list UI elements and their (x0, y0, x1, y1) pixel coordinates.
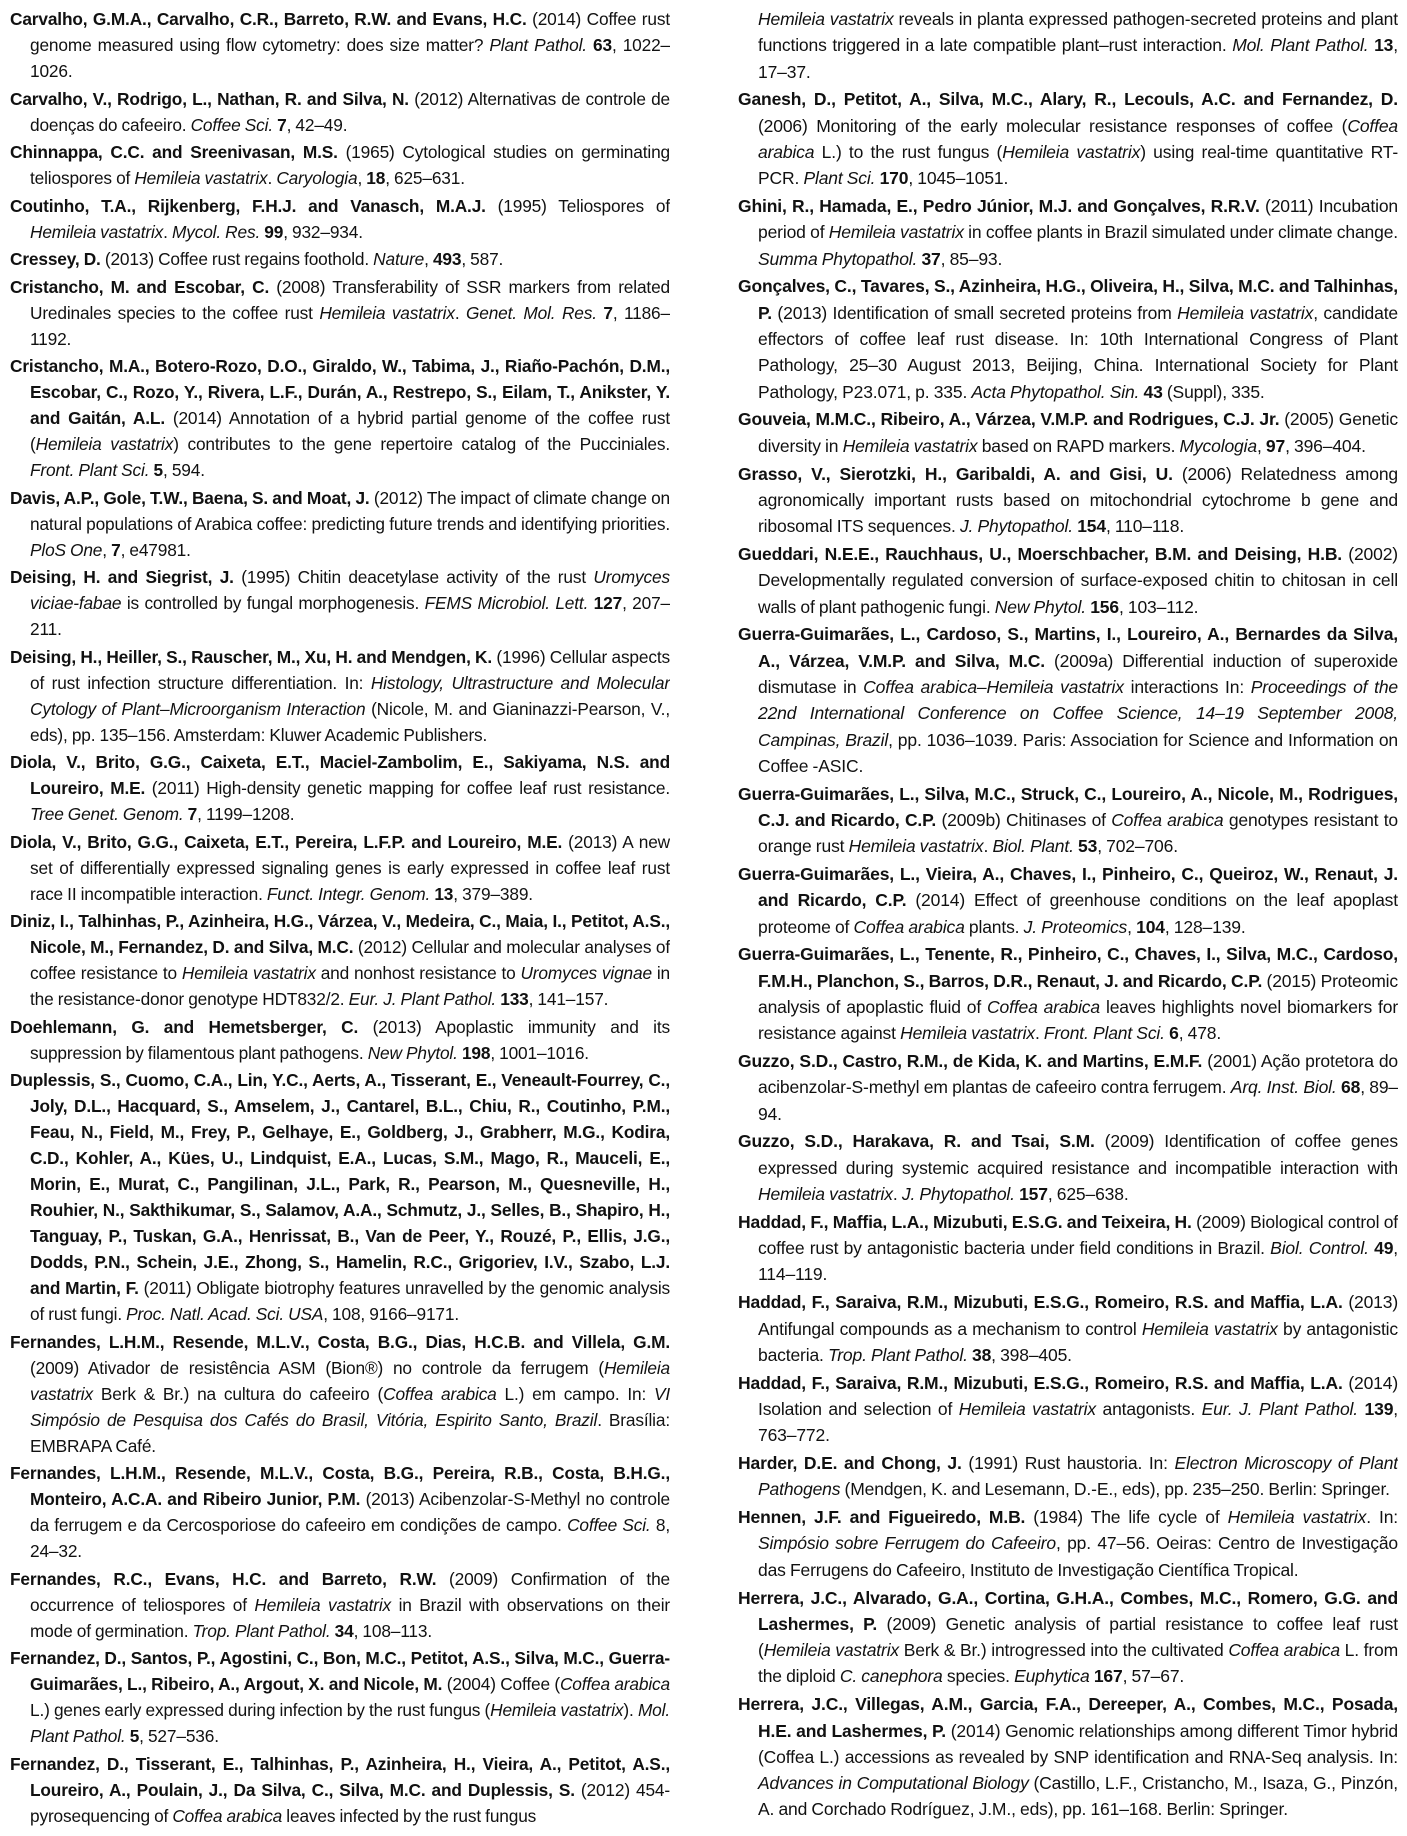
reference-text: in Brazil with observations on their mode of germination. (30, 1594, 670, 1641)
reference-text: , 594. (163, 460, 205, 480)
reference-text: (2014) Isolation and selection of (758, 1372, 1398, 1419)
reference-italic-text: Hemileia vastatrix (181, 963, 316, 983)
reference-italic-text: New Phytol. (367, 1042, 458, 1063)
reference-volume: 63 (593, 35, 612, 55)
reference-entry (10, 193, 670, 245)
reference-text: , 207–211. (30, 593, 670, 639)
reference-italic-text: Hemileia vastatrix (842, 435, 978, 456)
reference-volume: 99 (264, 221, 284, 242)
reference-italic-text: J. Proteomics (1023, 916, 1128, 937)
reference-text: (2009) Identification of coffee genes expressed during systemic acquired resistance and incompatible interaction with (758, 1131, 1398, 1178)
reference-text: (2004) Coffee ( (442, 1674, 560, 1694)
reference-text: , 114–119. (758, 1238, 1398, 1285)
reference-entry (738, 1691, 1398, 1822)
reference-entry (738, 1128, 1398, 1207)
reference-text: ). (623, 1700, 638, 1720)
reference-volume: 139 (1364, 1398, 1394, 1419)
reference-text: , 17–37. (758, 35, 1398, 82)
reference-text: , 763–772. (758, 1398, 1398, 1446)
reference-volume: 127 (593, 593, 623, 613)
reference-text: L.) em campo. In: (496, 1383, 654, 1404)
reference-text: , pp. 1036–1039. Paris: Association for Science and Information on Coffee -ASIC. (758, 729, 1398, 776)
reference-italic-text: PloS One (30, 539, 103, 560)
reference-entry (10, 485, 670, 563)
reference-authors: Guerra-Guimarães, L., Cardoso, S., Martins, I., Loureiro, A., Bernardes da Silva, A., Várzea, V.M.P. and Silva, M.C. (738, 624, 1398, 671)
reference-text: , candidate effectors of coffee leaf rust disease. In: 10th International Congress of Plant Pathology, 25–30 August 2013, Beijing, China. International Society for Plant Pathology, P23.071, p. 335. (758, 302, 1398, 402)
reference-volume: 38 (972, 1344, 992, 1365)
reference-authors: Gonçalves, C., Tavares, S., Azinheira, H.G., Oliveira, H., Silva, M.C. and Talhinhas, P. (738, 276, 1398, 323)
reference-text: (2013) Identification of small secreted proteins from (771, 302, 1178, 323)
reference-text: (2011) Incubation period of (758, 196, 1398, 243)
reference-text: . (163, 221, 172, 242)
reference-entry (10, 274, 670, 352)
reference-text: (2006) Relatedness among agronomically important rusts based on mitochondrial cytochrome b gene and ribosomal ITS sequences. (758, 463, 1398, 537)
reference-text: leaves infected by the rust fungus (282, 1805, 537, 1826)
reference-text: , 141–157. (528, 989, 609, 1009)
reference-entry (10, 6, 670, 84)
reference-italic-text: Hemileia vastatrix (848, 836, 984, 857)
reference-volume: 157 (1019, 1184, 1048, 1205)
reference-italic-text: Hemileia vastatrix (1141, 1318, 1278, 1339)
reference-text: (1995) Teliospores of (485, 195, 670, 216)
reference-text: antagonists. (1095, 1398, 1202, 1419)
reference-text: , 625–631. (385, 168, 465, 188)
reference-italic-text: Hemileia vastatrix (1177, 302, 1314, 323)
reference-authors: Duplessis, S., Cuomo, C.A., Lin, Y.C., Aerts, A., Tisserant, E., Veneault-Fourrey, C., Joly, D.L., Hacquard, S., Amselem, J., Cantarel, B.L., Chiu, R., Coutinho, P.M., Feau, N., Field, M., Frey, P., Gelhaye, E., Goldberg, J., Grabherr, M.G., Kodira, C.D., Kohler, A., Kües, U., Lindquist, E.A., Lucas, S.M., Mago, R., Mauceli, E., Morin, E., Murat, C., Pangilinan, J.L., Park, R., Pearson, M., Quesneville, H., Rouhier, N., Sakthikumar, S., Salamov, A.A., Schmutz, J., Selles, B., Shapiro, H., Tanguay, P., Tuskan, G.A., Henrissat, B., Van de Peer, Y., Rouzé, P., Ellis, J.G., Dodds, P.N., Schein, J.E., Zhong, S., Hamelin, R.C., Grigoriev, I.V., Szabo, L.J. and Martin, F. (10, 1070, 670, 1298)
reference-text: (2012) Alternativas de controle de doenças do cafeeiro. (30, 88, 670, 135)
reference-entry (10, 353, 670, 483)
reference-text: by antagonistic bacteria. (758, 1318, 1398, 1365)
reference-entry (10, 749, 670, 827)
reference-authors: Harder, D.E. and Chong, J. (738, 1453, 962, 1474)
reference-text: , 108–113. (353, 1620, 432, 1641)
reference-text: (2013) A new set of differentially expressed signaling genes is early expressed in coffee leaf rust race II incompatible interaction. (30, 831, 670, 904)
reference-text: (1991) Rust haustoria. In: (961, 1453, 1175, 1474)
reference-text: , (424, 249, 433, 269)
reference-text: (Nicole, M. and Gianinazzi-Pearson, V., eds), pp. 135–156. Amsterdam: Kluwer Academic Publishers. (30, 698, 670, 745)
reference-authors: Herrera, J.C., Villegas, A.M., Garcia, F.A., Dereeper, A., Combes, M.C., Posada, H.E. and Lashermes, P. (738, 1694, 1398, 1741)
reference-text: L. from the diploid (758, 1640, 1398, 1687)
reference-text: (2005) Genetic diversity in (758, 409, 1398, 456)
reference-text: Berk & Br.) na cultura do cafeeiro ( (93, 1383, 384, 1404)
reference-text: Berk & Br.) introgressed into the cultivated (899, 1640, 1229, 1661)
reference-volume: 7 (187, 804, 198, 824)
reference-text: (2009b) Chitinases of (936, 809, 1112, 830)
reference-authors: Diniz, I., Talhinhas, P., Azinheira, H.G., Várzea, V., Medeira, C., Maia, I., Petitot, A.S., Nicole, M., Fernandez, D. and Silva, M.C. (10, 911, 670, 957)
reference-authors: Carvalho, V., Rodrigo, L., Nathan, R. and Silva, N. (10, 88, 409, 109)
reference-italic-text: Front. Plant Sci. (1043, 1023, 1165, 1044)
reference-text: , 478. (1178, 1023, 1222, 1044)
reference-entry (10, 1751, 670, 1829)
reference-authors: Guzzo, S.D., Harakava, R. and Tsai, S.M. (738, 1131, 1095, 1152)
reference-italic-text: Front. Plant Sci. (30, 460, 150, 480)
reference-entry (10, 139, 670, 191)
reference-text: (Mendgen, K. and Lesemann, D.-E., eds), pp. 235–250. Berlin: Springer. (840, 1479, 1390, 1500)
references-left-column (10, 6, 670, 1830)
reference-italic-text: Summa Phytopathol. (758, 248, 918, 269)
reference-text: (2002) Developmentally regulated conversion of surface-exposed chitin to chitosan in cell walls of plant pathogenic fungi. (758, 543, 1398, 617)
reference-text: . In: (1366, 1507, 1398, 1528)
reference-volume: 198 (461, 1042, 491, 1063)
reference-authors: Fernandez, D., Santos, P., Agostini, C., Bon, M.C., Petitot, A.S., Silva, M.C., Guerra-Guimarães, L., Ribeiro, A., Argout, X. and Nicole, M. (10, 1648, 670, 1694)
reference-text: leaves highlights novel biomarkers for resistance against (758, 996, 1398, 1044)
reference-italic-text: Trop. Plant Pathol. (827, 1344, 968, 1365)
reference-text: interactions In: (1123, 676, 1251, 697)
reference-authors: Carvalho, G.M.A., Carvalho, C.R., Barreto, R.W. and Evans, H.C. (10, 9, 527, 29)
reference-text: (1995) Chitin deacetylase activity of the rust (233, 567, 594, 587)
reference-entry (10, 1566, 670, 1644)
reference-text: (2009a) Differential induction of superoxide dismutase in (758, 650, 1398, 697)
reference-authors: Haddad, F., Saraiva, R.M., Mizubuti, E.S.G., Romeiro, R.S. and Maffia, L.A. (738, 1292, 1343, 1313)
reference-italic-text: Eur. J. Plant Pathol. (348, 989, 497, 1009)
reference-text: , (1127, 916, 1137, 937)
reference-italic-text: C. canephora (839, 1666, 943, 1687)
reference-volume: 34 (334, 1620, 354, 1641)
reference-volume: 7 (111, 539, 121, 560)
reference-entry (738, 461, 1398, 540)
reference-authors: Haddad, F., Maffia, L.A., Mizubuti, E.S.G. and Teixeira, H. (738, 1211, 1192, 1232)
reference-text: (2012) The impact of climate change on natural populations of Arabica coffee: predicting future trends and identifying priorities. (30, 487, 670, 534)
reference-authors: Coutinho, T.A., Rijkenberg, F.H.J. and Vanasch, M.A.J. (10, 195, 486, 216)
reference-text: , 57–67. (1122, 1666, 1185, 1687)
reference-authors: Cristancho, M.A., Botero-Rozo, D.O., Giraldo, W., Tabima, J., Riaño-Pachón, D.M., Escobar, C., Rozo, Y., Rivera, L.F., Durán, A., Restrepo, S., Eilam, T., Anikster, Y. and Gaitán, A.L. (10, 356, 670, 428)
reference-text: , 396–404. (1285, 435, 1366, 456)
reference-authors: Diola, V., Brito, G.G., Caixeta, E.T., Maciel-Zambolim, E., Sakiyama, N.S. and Loureiro, M.E. (10, 752, 670, 798)
reference-italic-text: Plant Sci. (803, 168, 876, 189)
reference-italic-text: Mol. Plant Pathol. (1232, 35, 1369, 56)
reference-text: ) contributes to the gene repertoire catalog of the Pucciniales. (173, 434, 670, 454)
reference-volume: 5 (129, 1726, 140, 1746)
reference-authors: Deising, H., Heiller, S., Rauscher, M., Xu, H. and Mendgen, K. (10, 646, 493, 667)
reference-authors: Herrera, J.C., Alvarado, G.A., Cortina, G.H.A., Combes, M.C., Romero, G.G. and Lashermes, P. (738, 1587, 1398, 1634)
reference-italic-text: Mycol. Res. (171, 221, 261, 242)
reference-entry (10, 908, 670, 1012)
reference-volume: 43 (1143, 381, 1163, 402)
reference-volume: 6 (1169, 1023, 1179, 1044)
reference-italic-text: Uromyces vignae (520, 963, 652, 983)
reference-text: (2009) Ativador de resistência ASM (Bion®) no controle da ferrugem ( (30, 1357, 604, 1378)
reference-text: (2011) Obligate biotrophy features unravelled by the genomic analysis of rust fungi. (30, 1278, 670, 1324)
reference-text: (2001) Ação protetora do acibenzolar-S-methyl em plantas de cafeeiro contra ferrugem. (758, 1051, 1398, 1098)
reference-italic-text: Hemileia vastatrix (134, 168, 268, 188)
reference-entry (10, 1067, 670, 1327)
reference-text: , e47981. (120, 539, 191, 560)
reference-text: , 110–118. (1105, 516, 1185, 537)
reference-text: . (892, 1184, 902, 1205)
reference-italic-text: Hemileia vastatrix (758, 9, 894, 29)
reference-text: 8, 24–32. (30, 1515, 670, 1561)
reference-text: reveals in planta expressed pathogen-secreted proteins and plant functions triggered in a late compatible plant–rust interaction. (758, 9, 1398, 56)
reference-authors: Chinnappa, C.C. and Sreenivasan, M.S. (10, 142, 338, 162)
reference-volume: 154 (1077, 516, 1106, 537)
reference-text: (1984) The life cycle of (1025, 1507, 1228, 1528)
reference-text: , (357, 168, 367, 188)
reference-volume: 13 (1374, 35, 1394, 56)
reference-text: , 398–405. (991, 1344, 1072, 1365)
reference-text: (2011) High-density genetic mapping for coffee leaf rust resistance. (145, 778, 670, 798)
reference-italic-text: Hemileia vastatrix (1002, 141, 1141, 162)
reference-text: , 527–536. (139, 1726, 219, 1746)
reference-text: (2009) Biological control of coffee rust by antagonistic bacteria under field conditions in Brazil. (758, 1211, 1398, 1259)
reference-text: . (267, 168, 277, 188)
reference-entry (738, 1289, 1398, 1368)
reference-text: , (102, 539, 112, 560)
reference-text: (Suppl), 335. (1162, 381, 1265, 402)
reference-italic-text: Acta Phytopathol. Sin. (971, 381, 1140, 402)
reference-italic-text: Coffea arabica (172, 1805, 283, 1826)
reference-italic-text: Euphytica (1014, 1666, 1090, 1687)
reference-authors: Fernandes, L.H.M., Resende, M.L.V., Costa, B.G., Dias, H.C.B. and Villela, G.M. (10, 1331, 670, 1352)
reference-entry (738, 1370, 1398, 1449)
reference-volume: 53 (1078, 836, 1098, 857)
reference-text: . Brasília: EMBRAPA Café. (30, 1409, 670, 1456)
reference-volume: 493 (432, 249, 462, 269)
reference-volume: 37 (921, 248, 941, 269)
reference-authors: Deising, H. and Siegrist, J. (10, 567, 234, 587)
reference-text: (2014) Annotation of a hybrid partial genome of the coffee rust ( (30, 408, 670, 454)
reference-text: species. (942, 1666, 1015, 1687)
reference-text: in the resistance-donor genotype HDT832/2. (30, 963, 670, 1009)
reference-italic-text: Simpósio sobre Ferrugem do Cafeeiro (758, 1533, 1057, 1554)
reference-text: (2012) Cellular and molecular analyses of coffee resistance to (30, 937, 670, 983)
reference-text: , 42–49. (286, 114, 348, 135)
reference-entry (10, 829, 670, 907)
reference-italic-text: Hemileia vastatrix (35, 434, 174, 454)
reference-authors: Ghini, R., Hamada, E., Pedro Júnior, M.J. and Gonçalves, R.R.V. (738, 196, 1260, 217)
reference-text: (2008) Transferability of SSR markers from related Uredinales species to the coffee rust (30, 276, 670, 323)
reference-text: , 108, 9166–9171. (323, 1304, 460, 1324)
reference-italic-text: Hemileia vastatrix (254, 1594, 392, 1615)
references-right-column (738, 6, 1398, 1824)
reference-italic-text: Coffea arabica (1111, 809, 1224, 830)
reference-volume: 167 (1093, 1666, 1123, 1687)
reference-volume: 7 (603, 302, 613, 323)
reference-text: (1996) Cellular aspects of rust infection structure differentiation. In: (30, 646, 670, 693)
reference-italic-text: Coffee Sci. (190, 114, 273, 135)
reference-italic-text: Biol. Control. (1270, 1238, 1369, 1259)
reference-italic-text: Arq. Inst. Biol. (1230, 1077, 1337, 1098)
reference-text: (2006) Monitoring of the early molecular resistance responses of coffee ( (758, 115, 1348, 136)
reference-text: in coffee plants in Brazil simulated under climate change. (963, 222, 1398, 243)
reference-text: . (983, 836, 993, 857)
reference-entry (738, 1504, 1398, 1583)
reference-text: L.) genes early expressed during infection by the rust fungus ( (30, 1700, 491, 1720)
reference-authors: Hennen, J.F. and Figueiredo, M.B. (738, 1507, 1026, 1528)
reference-entry (10, 1460, 670, 1564)
reference-italic-text: Coffea arabica (987, 996, 1100, 1017)
reference-italic-text: Tree Genet. Genom. (30, 804, 184, 824)
reference-italic-text: Nature (373, 249, 425, 269)
reference-entry (10, 86, 670, 138)
reference-italic-text: Proc. Natl. Acad. Sci. USA (126, 1304, 324, 1324)
reference-text: plants. (964, 916, 1024, 937)
reference-italic-text: Hemileia vastatrix (763, 1640, 900, 1661)
reference-authors: Guerra-Guimarães, L., Silva, M.C., Struck, C., Loureiro, A., Nicole, M., Rodrigues, C.J. and Ricardo, C.P. (738, 783, 1398, 830)
reference-italic-text: New Phytol. (994, 596, 1086, 617)
reference-text: , 702–706. (1097, 836, 1178, 857)
reference-volume: 133 (500, 989, 529, 1009)
reference-italic-text: J. Phytopathol. (901, 1184, 1015, 1205)
reference-entry (10, 1014, 670, 1066)
reference-entry (10, 1645, 670, 1749)
reference-volume: 49 (1374, 1238, 1394, 1259)
reference-authors: Cressey, D. (10, 249, 101, 269)
reference-authors: Diola, V., Brito, G.G., Caixeta, E.T., Pereira, L.F.P. and Loureiro, M.E. (10, 831, 563, 852)
reference-authors: Guerra-Guimarães, L., Vieira, A., Chaves, I., Pinheiro, C., Queiroz, W., Renaut, J. and Ricardo, C.P. (738, 864, 1398, 911)
reference-italic-text: Coffea arabica (758, 115, 1398, 162)
reference-italic-text: Coffea arabica (853, 916, 965, 937)
reference-volume: 7 (277, 114, 287, 135)
reference-authors: Gouveia, M.M.C., Ribeiro, A., Várzea, V.M.P. and Rodrigues, C.J. Jr. (738, 409, 1280, 430)
reference-volume: 97 (1265, 435, 1286, 456)
reference-text: ) using real-time quantitative RT-PCR. (758, 141, 1398, 189)
reference-text: , 587. (461, 249, 504, 269)
reference-italic-text: Trop. Plant Pathol. (192, 1620, 331, 1641)
reference-italic-text: Hemileia vastatrix (30, 221, 164, 242)
reference-text: , 103–112. (1118, 596, 1199, 617)
reference-volume: 18 (366, 168, 386, 188)
reference-italic-text: Proceedings of the 22nd International Conference on Coffee Science, 14–19 September 2008, Campinas, Brazil (758, 676, 1398, 750)
reference-entry-continued (738, 6, 1398, 85)
reference-text: based on RAPD markers. (977, 435, 1180, 456)
reference-italic-text: Hemileia vastatrix (319, 302, 455, 323)
reference-text: and nonhost resistance to (315, 963, 521, 983)
reference-italic-text: Coffee Sci. (567, 1515, 651, 1535)
reference-entry (738, 1048, 1398, 1127)
reference-italic-text: Hemileia vastatrix (1227, 1507, 1367, 1528)
reference-italic-text: Eur. J. Plant Pathol. (1201, 1398, 1358, 1419)
reference-italic-text: Hemileia vastatrix (490, 1700, 624, 1720)
reference-authors: Ganesh, D., Petitot, A., Silva, M.C., Alary, R., Lecouls, A.C. and Fernandez, D. (738, 89, 1398, 110)
reference-text: , 379–389. (453, 883, 533, 904)
reference-text: is controlled by fungal morphogenesis. (121, 593, 425, 613)
reference-italic-text: Uromyces viciae-fabae (30, 567, 670, 613)
reference-entry (738, 941, 1398, 1046)
reference-text: . (1034, 1023, 1044, 1044)
reference-text: , 85–93. (940, 248, 1003, 269)
reference-text: (2013) Apoplastic immunity and its suppression by filamentous plant pathogens. (30, 1016, 670, 1063)
reference-italic-text: Mycologia (1179, 435, 1257, 456)
reference-entry (738, 861, 1398, 940)
reference-entry (10, 246, 670, 272)
reference-italic-text: Advances in Computational Biology (758, 1773, 1029, 1794)
reference-text: , 1199–1208. (197, 804, 295, 824)
reference-entry (738, 621, 1398, 779)
reference-text: (1965) Cytological studies on germinating teliospores of (30, 142, 670, 188)
reference-italic-text: Histology, Ultrastructure and Molecular Cytology of Plant–Microorganism Interaction (30, 672, 670, 719)
reference-authors: Fernandez, D., Tisserant, E., Talhinhas, P., Azinheira, H., Vieira, A., Petitot, A.S., Loureiro, A., Poulain, J., Da Silva, C., Silva, M.C. and Duplessis, S. (10, 1753, 670, 1800)
reference-text: (Castillo, L.F., Cristancho, M., Isaza, G., Pinzón, A. and Corchado Rodríguez, J.M., eds), pp. 161–168. Berlin: Springer. (758, 1773, 1398, 1820)
reference-authors: Guzzo, S.D., Castro, R.M., de Kida, K. and Martins, E.M.F. (738, 1051, 1203, 1072)
reference-text: (2013) Coffee rust regains foothold. (100, 249, 374, 269)
reference-text: (2009) Genetic analysis of partial resistance to coffee leaf rust ( (758, 1613, 1398, 1661)
reference-italic-text: Hemileia vastatrix (828, 222, 964, 243)
reference-authors: Davis, A.P., Gole, T.W., Baena, S. and Moat, J. (10, 487, 370, 508)
reference-text: (2012) 454-pyrosequencing of (30, 1779, 670, 1826)
reference-italic-text: Coffea arabica (383, 1383, 497, 1404)
reference-text: , 1045–1051. (908, 168, 1009, 189)
reference-text: , (1256, 435, 1266, 456)
reference-entry (738, 1450, 1398, 1503)
reference-authors: Gueddari, N.E.E., Rauchhaus, U., Moerschbacher, B.M. and Deising, H.B. (738, 543, 1343, 564)
reference-italic-text: Electron Microscopy of Plant Pathogens (758, 1453, 1398, 1500)
reference-entry (10, 644, 670, 748)
reference-italic-text: Caryologia (276, 168, 358, 188)
reference-italic-text: Hemileia vastatrix (958, 1398, 1096, 1419)
reference-authors: Grasso, V., Sierotzki, H., Garibaldi, A. and Gisi, U. (738, 463, 1173, 484)
reference-text: (2015) Proteomic analysis of apoplastic fluid of (758, 970, 1398, 1017)
reference-volume: 156 (1090, 596, 1119, 617)
reference-text: genotypes resistant to orange rust (758, 809, 1398, 857)
reference-text: . (454, 302, 466, 323)
reference-italic-text: Coffea arabica (1228, 1640, 1340, 1661)
reference-text: , 625–638. (1047, 1184, 1129, 1205)
reference-italic-text: Hemileia vastatrix (758, 1184, 893, 1205)
reference-text: (2014) Effect of greenhouse conditions on the leaf apoplast proteome of (758, 890, 1398, 937)
reference-italic-text: VI Simpósio de Pesquisa dos Cafés do Brasil, Vitória, Espirito Santo, Brazil (30, 1383, 670, 1430)
reference-authors: Fernandes, L.H.M., Resende, M.L.V., Costa, B.G., Pereira, R.B., Costa, B.H.G., Monteiro, A.C.A. and Ribeiro Junior, P.M. (10, 1463, 670, 1509)
reference-italic-text: FEMS Microbiol. Lett. (424, 593, 589, 613)
reference-entry (738, 1209, 1398, 1288)
reference-entry (738, 193, 1398, 272)
reference-entry (10, 1329, 670, 1459)
reference-text: , 89–94. (758, 1077, 1398, 1124)
reference-italic-text: Hemileia vastatrix (900, 1023, 1035, 1044)
reference-volume: 104 (1136, 916, 1165, 937)
reference-italic-text: Funct. Integr. Genom. (266, 883, 431, 904)
reference-italic-text: Biol. Plant. (992, 836, 1074, 857)
reference-entry (738, 273, 1398, 404)
reference-italic-text: Genet. Mol. Res. (465, 302, 597, 323)
reference-text: (2013) Antifungal compounds as a mechanism to control (758, 1292, 1398, 1339)
reference-italic-text: Plant Pathol. (489, 35, 587, 55)
reference-authors: Guerra-Guimarães, L., Tenente, R., Pinheiro, C., Chaves, I., Silva, M.C., Cardoso, F.M.H., Planchon, S., Barros, D.R., Renaut, J. and Ricardo, C.P. (738, 944, 1398, 991)
reference-text: , 1186–1192. (30, 302, 670, 349)
reference-entry (738, 541, 1398, 620)
reference-authors: Fernandes, R.C., Evans, H.C. and Barreto, R.W. (10, 1568, 437, 1589)
reference-text: , 128–139. (1164, 916, 1246, 937)
reference-text: , pp. 47–56. Oeiras: Centro de Investigação das Ferrugens do Cafeeiro, Instituto de Investigação Científica Tropical. (758, 1533, 1398, 1580)
reference-entry (738, 1585, 1398, 1690)
reference-text: , 932–934. (283, 221, 363, 242)
reference-italic-text: Coffea arabica (559, 1674, 670, 1694)
reference-authors: Doehlemann, G. and Hemetsberger, C. (10, 1016, 359, 1037)
reference-entry (738, 86, 1398, 191)
reference-italic-text: J. Phytopathol. (959, 516, 1073, 537)
reference-text: (2009) Confirmation of the occurrence of teliospores of (30, 1568, 670, 1615)
reference-italic-text: Coffea arabica–Hemileia vastatrix (863, 676, 1124, 697)
reference-text: (2014) Genomic relationships among different Timor hybrid (Coffea L.) accessions as revealed by SNP identification and RNA-Seq analysis. In: (758, 1720, 1398, 1767)
reference-text: (2013) Acibenzolar-S-Methyl no controle da ferrugem e da Cercosporiose do cafeeiro em condições de campo. (30, 1489, 670, 1535)
reference-entry (738, 781, 1398, 860)
reference-entry (10, 564, 670, 642)
reference-text: , 1022–1026. (30, 35, 670, 81)
reference-authors: Haddad, F., Saraiva, R.M., Mizubuti, E.S.G., Romeiro, R.S. and Maffia, L.A. (738, 1372, 1343, 1393)
reference-volume: 170 (879, 168, 909, 189)
reference-volume: 68 (1341, 1077, 1361, 1098)
reference-authors: Cristancho, M. and Escobar, C. (10, 276, 270, 297)
reference-volume: 13 (434, 883, 454, 904)
reference-text: (2014) Coffee rust genome measured using flow cytometry: does size matter? (30, 9, 670, 55)
reference-text: L.) to the rust fungus ( (814, 141, 1003, 162)
reference-italic-text: Hemileia vastatrix (30, 1357, 670, 1404)
reference-volume: 5 (153, 460, 164, 480)
reference-text: , 1001–1016. (490, 1042, 589, 1063)
reference-italic-text: Mol. Plant Pathol. (30, 1700, 670, 1746)
reference-entry (738, 406, 1398, 459)
